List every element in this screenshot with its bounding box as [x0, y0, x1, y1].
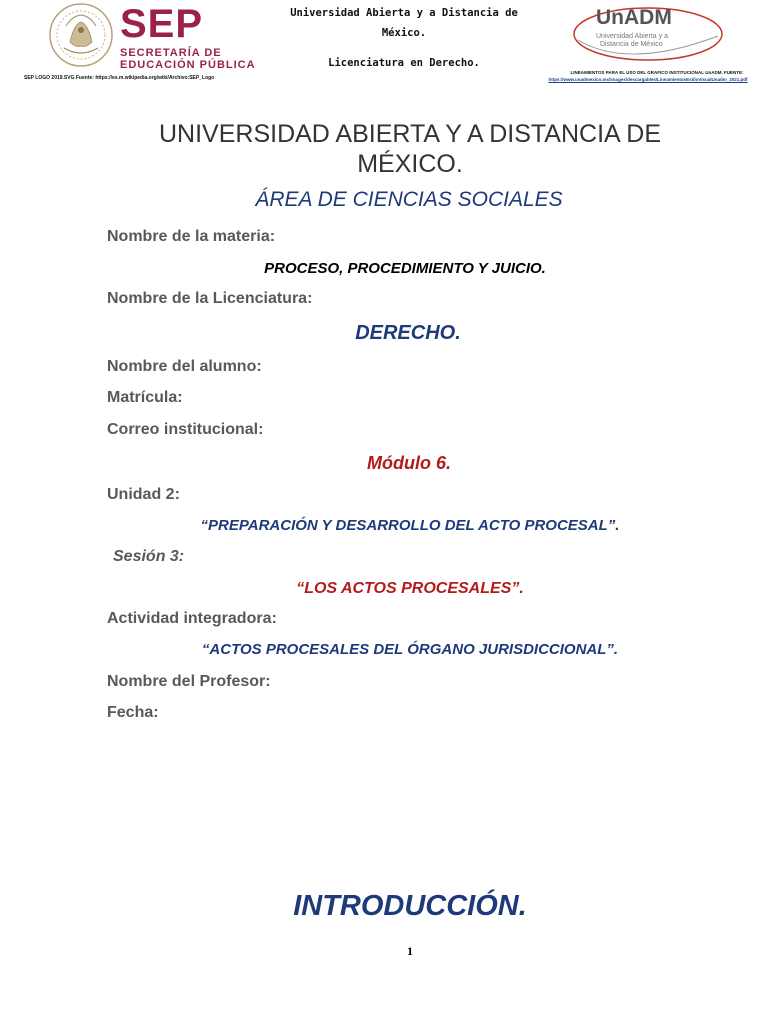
header-center-text [276, 3, 532, 71]
unadm-wordmark: UnADM [596, 6, 672, 29]
university-title: UNIVERSIDAD ABIERTA Y A DISTANCIA DE MÉXICO. [158, 120, 662, 178]
alumno-label: Nombre del alumno: [107, 358, 262, 375]
area-title: ÁREA DE CIENCIAS SOCIALES [255, 188, 563, 211]
introduccion-heading: INTRODUCCIÓN. [293, 890, 527, 922]
sesion-value: “LOS ACTOS PROCESALES”. [296, 580, 524, 597]
actividad-value: “ACTOS PROCESALES DEL ÓRGANO JURISDICCIONAL”. [201, 641, 619, 658]
actividad-label: Actividad integradora: [107, 610, 277, 627]
header-licenciatura: Licenciatura en Derecho. [328, 57, 480, 69]
sep-logo-caption: SEP LOGO 2019.SVG Fuente: https://es.m.wikipedia.org/wiki/Archivo:SEP_Logo [24, 75, 215, 81]
sesion-label: Sesión 3: [113, 548, 185, 565]
sep-subtitle-2: EDUCACIÓN PÚBLICA [120, 59, 256, 71]
unadm-subtitle-2: Distancia de México [600, 41, 663, 48]
licenciatura-value: DERECHO. [355, 322, 461, 344]
header-university-line-1: Universidad Abierta y a Distancia de [290, 7, 518, 19]
materia-label: Nombre de la materia: [107, 228, 276, 245]
sep-wordmark: SEP [120, 2, 204, 46]
materia-value: PROCESO, PROCEDIMIENTO Y JUICIO. [264, 260, 546, 277]
unadm-caption: LINEAMIENTOS PARA EL USO DEL GRAFICO INSTITUCIONAL UnADM. FUENTE: [570, 70, 744, 75]
matricula-label: Matrícula: [107, 389, 183, 406]
unadm-subtitle-1: Universidad Abierta y a [596, 33, 668, 40]
page-number: 1 [407, 944, 413, 958]
page-header [0, 0, 768, 92]
modulo-title: Módulo 6. [367, 453, 451, 473]
profesor-label: Nombre del Profesor: [107, 673, 271, 690]
mexico-seal-icon [48, 2, 114, 68]
unadm-logo-block [548, 0, 760, 90]
unadm-logo [568, 0, 728, 64]
unadm-caption-link[interactable]: https://www.unadmexico.mx/images/descargables/LineamientosEstiloVisualUnadm_2021.pdf [548, 77, 748, 82]
correo-label: Correo institucional: [107, 421, 264, 438]
fecha-label: Fecha: [107, 704, 159, 721]
header-university-line-2: México. [381, 27, 427, 39]
licenciatura-label: Nombre de la Licenciatura: [107, 290, 313, 307]
sep-subtitle-1: SECRETARÍA DE [120, 47, 222, 59]
unidad-value: “PREPARACIÓN Y DESARROLLO DEL ACTO PROCESAL”. [200, 517, 620, 534]
unidad-label: Unidad 2: [107, 486, 180, 503]
sep-logo [44, 2, 304, 84]
